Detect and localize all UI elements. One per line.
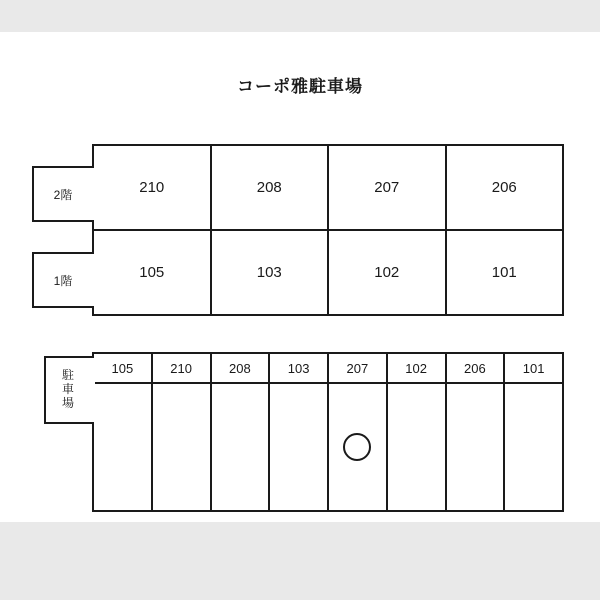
page-title: コーポ雅駐車場 [237, 77, 363, 96]
room-cell: 102 [327, 231, 445, 314]
parking-stall [151, 354, 210, 510]
parking-stall [327, 354, 386, 510]
floor-row-2f [94, 146, 562, 229]
stall-label: 101 [505, 354, 562, 384]
room-cell: 101 [445, 231, 563, 314]
parking-label-line: 駐 [61, 368, 74, 383]
stall-label: 103 [270, 354, 327, 384]
room-cell: 208 [210, 146, 328, 229]
stall-label: 206 [447, 354, 504, 384]
parking-plan [92, 352, 564, 512]
parking-stall [268, 354, 327, 510]
stall-area [329, 384, 386, 510]
stall-area [212, 384, 269, 510]
stall-label: 207 [329, 354, 386, 384]
floor-tag-joint [90, 254, 95, 306]
building-plan [92, 144, 564, 316]
stall-label: 105 [94, 354, 151, 384]
parking-label [44, 356, 92, 424]
room-cell: 105 [139, 264, 165, 281]
parking-tag-joint [90, 358, 95, 422]
stall-label: 210 [153, 354, 210, 384]
stall-area [388, 384, 445, 510]
stall-area [94, 384, 151, 510]
stall-area [270, 384, 327, 510]
stall-area [153, 384, 210, 510]
stall-label: 102 [388, 354, 445, 384]
stall-area [505, 384, 562, 510]
room-cell: 210 [139, 179, 165, 196]
stall-area [447, 384, 504, 510]
room-cell: 206 [445, 146, 563, 229]
floor-row-1f [94, 229, 562, 314]
parking-label-line: 車 [61, 382, 74, 397]
floor-label-1f: 1階 [32, 252, 94, 308]
floor-tag-joint [90, 168, 95, 220]
room-cell: 103 [210, 231, 328, 314]
parking-stall [210, 354, 269, 510]
parking-stall [94, 354, 151, 510]
parking-stall [445, 354, 504, 510]
room-cell: 207 [327, 146, 445, 229]
parking-stall [503, 354, 562, 510]
circle-marker-icon [343, 433, 371, 461]
parking-stall [386, 354, 445, 510]
parking-label-line: 場 [61, 395, 74, 410]
stall-label: 208 [212, 354, 269, 384]
floor-label-2f: 2階 [32, 166, 94, 222]
